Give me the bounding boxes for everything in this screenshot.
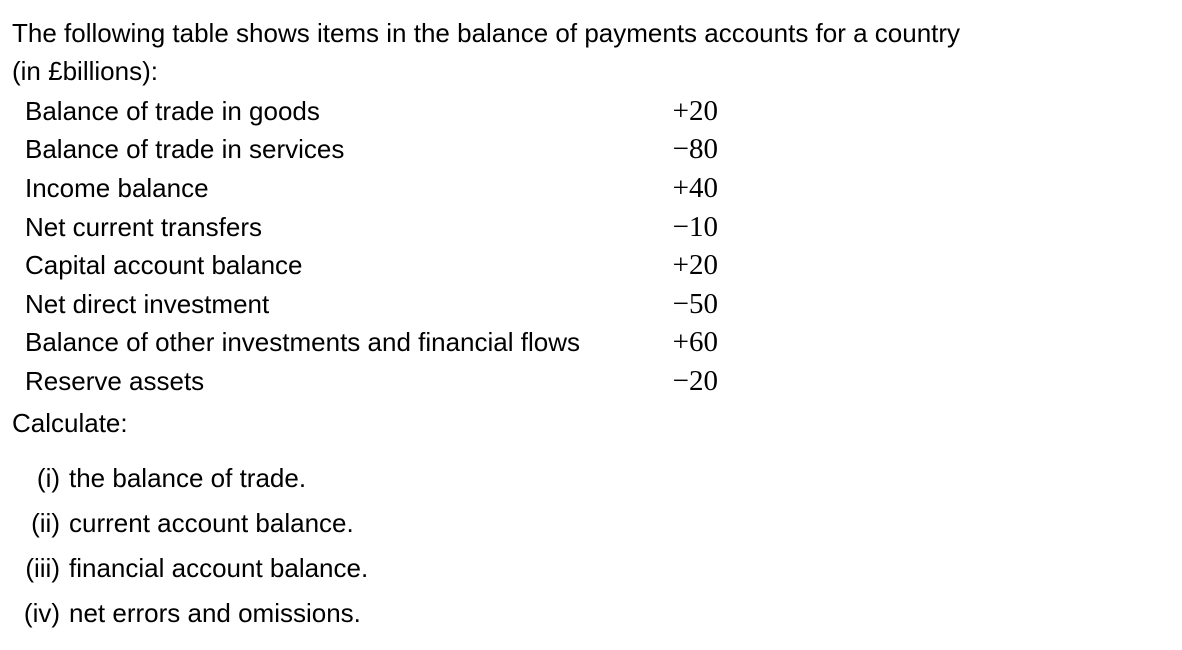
table-row <box>25 169 718 208</box>
intro-line-2: (in £billions): <box>12 56 158 86</box>
question-number: (iv) <box>23 598 60 628</box>
row-label: Income balance <box>25 172 209 203</box>
question-text: net errors and omissions. <box>69 598 361 628</box>
row-value: +20 <box>672 249 718 282</box>
row-label: Balance of trade in goods <box>25 95 320 126</box>
row-label: Capital account balance <box>25 250 303 281</box>
question-item <box>0 546 368 591</box>
calculate-heading: Calculate: <box>12 408 128 438</box>
row-value: −20 <box>672 364 718 397</box>
intro-paragraph <box>12 14 1162 90</box>
intro-line-1: The following table shows items in the balance of payments accounts for a country <box>12 18 961 48</box>
balance-of-payments-table <box>25 92 718 401</box>
table-row <box>25 208 718 247</box>
table-row <box>25 324 718 363</box>
question-number: (ii) <box>31 508 60 538</box>
row-value: −50 <box>672 287 718 320</box>
question-item <box>0 501 368 546</box>
row-label: Balance of other investments and financial flows <box>25 327 580 358</box>
question-number: (iii) <box>25 553 60 583</box>
question-list <box>0 456 368 636</box>
row-value: −80 <box>672 133 718 166</box>
row-value: −10 <box>672 210 718 243</box>
table-row <box>25 285 718 324</box>
table-row <box>25 92 718 131</box>
row-value: +40 <box>672 171 718 204</box>
table-row <box>25 131 718 170</box>
row-label: Reserve assets <box>25 365 205 396</box>
table-row <box>25 246 718 285</box>
row-label: Balance of trade in services <box>25 134 345 165</box>
table-row <box>25 362 718 401</box>
question-item <box>0 456 368 501</box>
row-label: Net direct investment <box>25 288 270 319</box>
question-item <box>0 591 368 636</box>
question-number: (i) <box>36 463 60 493</box>
question-text: financial account balance. <box>69 553 369 583</box>
row-value: +20 <box>672 94 718 127</box>
question-text: current account balance. <box>69 508 354 538</box>
question-text: the balance of trade. <box>69 463 307 493</box>
row-label: Net current transfers <box>25 211 262 242</box>
row-value: +60 <box>672 326 718 359</box>
